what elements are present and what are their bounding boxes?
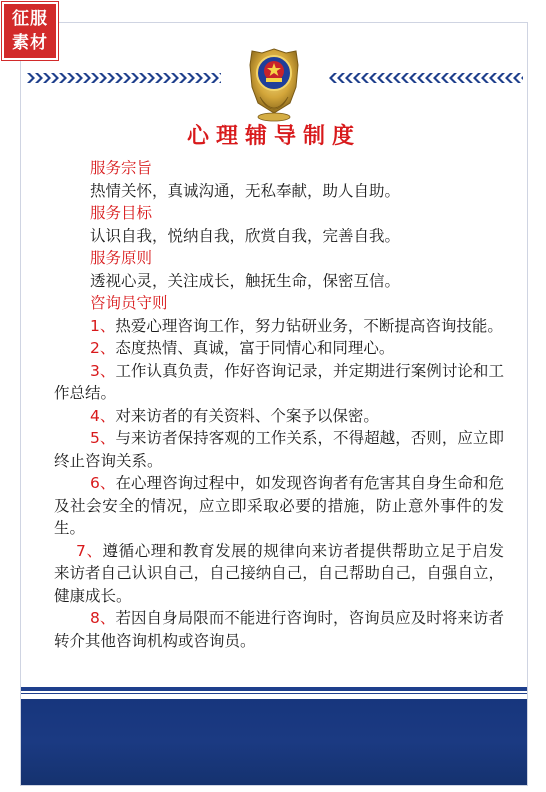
watermark-badge [2,2,58,60]
rule-item [54,540,504,608]
chevron-mark [139,73,147,83]
chevron-mark [163,73,171,83]
rule-number: 5、 [90,429,116,447]
section-text-goal: 认识自我，悦纳自我，欣赏自我，完善自我。 [90,226,401,245]
chevron-mark [497,73,505,83]
rule-number: 4、 [90,406,116,425]
chevron-mark [115,73,123,83]
rule-text: 对来访者的有关资料、个案予以保密。 [115,406,379,425]
chevron-mark [521,73,523,83]
watermark-line2: 素材 [12,33,48,53]
chevron-mark [385,73,393,83]
chevron-mark [409,73,417,83]
footer-divider-thin [21,693,527,694]
chevron-mark [43,73,51,83]
chevron-mark [99,73,107,83]
chevron-mark [505,73,513,83]
poster [20,22,528,786]
chevron-mark [51,73,59,83]
rule-item [54,315,504,338]
chevron-mark [211,73,219,83]
police-emblem-icon [246,43,302,125]
chevron-mark [353,73,361,83]
chevron-mark [345,73,353,83]
chevron-mark [75,73,83,83]
rule-number: 8、 [90,609,116,627]
chevron-mark [67,73,75,83]
chevron-mark [195,73,203,83]
chevron-mark [377,73,385,83]
section-heading-purpose: 服务宗旨 [90,159,153,177]
rules-heading: 咨询员守则 [90,294,168,312]
section-heading-goal: 服务目标 [90,204,153,222]
chevron-mark [489,73,497,83]
page-title: 心理辅导制度 [186,124,361,149]
chevron-mark [417,73,425,83]
rule-item [54,472,504,540]
rule-item [54,337,504,360]
footer-band [21,699,527,785]
chevron-mark [481,73,489,83]
chevron-mark [147,73,155,83]
chevron-mark [465,73,473,83]
chevron-mark [131,73,139,83]
chevron-mark [457,73,465,83]
rule-number: 3、 [90,361,116,380]
chevron-pattern-icon [25,71,221,85]
rule-item [54,405,504,428]
rule-number: 1、 [90,316,116,335]
chevron-mark [203,73,211,83]
chevron-mark [155,73,163,83]
watermark-line1: 征服 [12,9,48,29]
chevron-mark [171,73,179,83]
document-body [54,157,504,652]
chevron-mark [425,73,433,83]
chevron-mark [369,73,377,83]
chevron-pattern-icon [327,71,523,85]
chevron-border-right [327,71,523,85]
chevron-mark [393,73,401,83]
chevron-mark [123,73,131,83]
chevron-mark [329,73,337,83]
chevron-mark [83,73,91,83]
chevron-border-left [25,71,221,85]
rule-text: 与来访者保持客观的工作关系，不得超越，否则，应立即终止咨询关系。 [54,429,504,470]
rule-item [54,607,504,652]
chevron-mark [361,73,369,83]
chevron-mark [441,73,449,83]
section-text-purpose: 热情关怀，真诚沟通，无私奉献，助人自助。 [90,181,401,200]
chevron-mark [27,73,35,83]
chevron-mark [35,73,43,83]
chevron-mark [91,73,99,83]
rule-text: 态度热情、真诚，富于同情心和同理心。 [115,339,395,357]
rule-number: 2、 [90,339,116,357]
chevron-mark [107,73,115,83]
section-text-principle: 透视心灵，关注成长，触抚生命，保密互信。 [90,271,401,290]
chevron-mark [449,73,457,83]
rule-text: 遵循心理和教育发展的规律向来访者提供帮助立足于启发来访者自己认识自己，自己接纳自己，自己帮助自己，自强自立，健康成长。 [54,541,504,605]
chevron-mark [179,73,187,83]
chevron-mark [219,73,221,83]
chevron-mark [337,73,345,83]
rule-item [54,427,504,472]
chevron-mark [401,73,409,83]
rule-number: 6、 [90,474,116,492]
rule-text: 在心理咨询过程中，如发现咨询者有危害其自身生命和危及社会安全的情况，应立即采取必要的措施，防止意外事件的发生。 [54,474,504,537]
chevron-mark [59,73,67,83]
rule-text: 若因自身局限而不能进行咨询时，咨询员应及时将来访者转介其他咨询机构或咨询员。 [54,609,504,650]
rule-number: 7、 [76,541,103,560]
chevron-mark [513,73,521,83]
section-heading-principle: 服务原则 [90,249,153,267]
footer-divider [21,687,527,691]
chevron-mark [473,73,481,83]
chevron-mark [433,73,441,83]
chevron-mark [187,73,195,83]
rule-item [54,360,504,405]
rule-text: 热爱心理咨询工作，努力钻研业务，不断提高咨询技能。 [115,316,503,335]
rule-text: 工作认真负责，作好咨询记录，并定期进行案例讨论和工作总结。 [54,361,504,402]
